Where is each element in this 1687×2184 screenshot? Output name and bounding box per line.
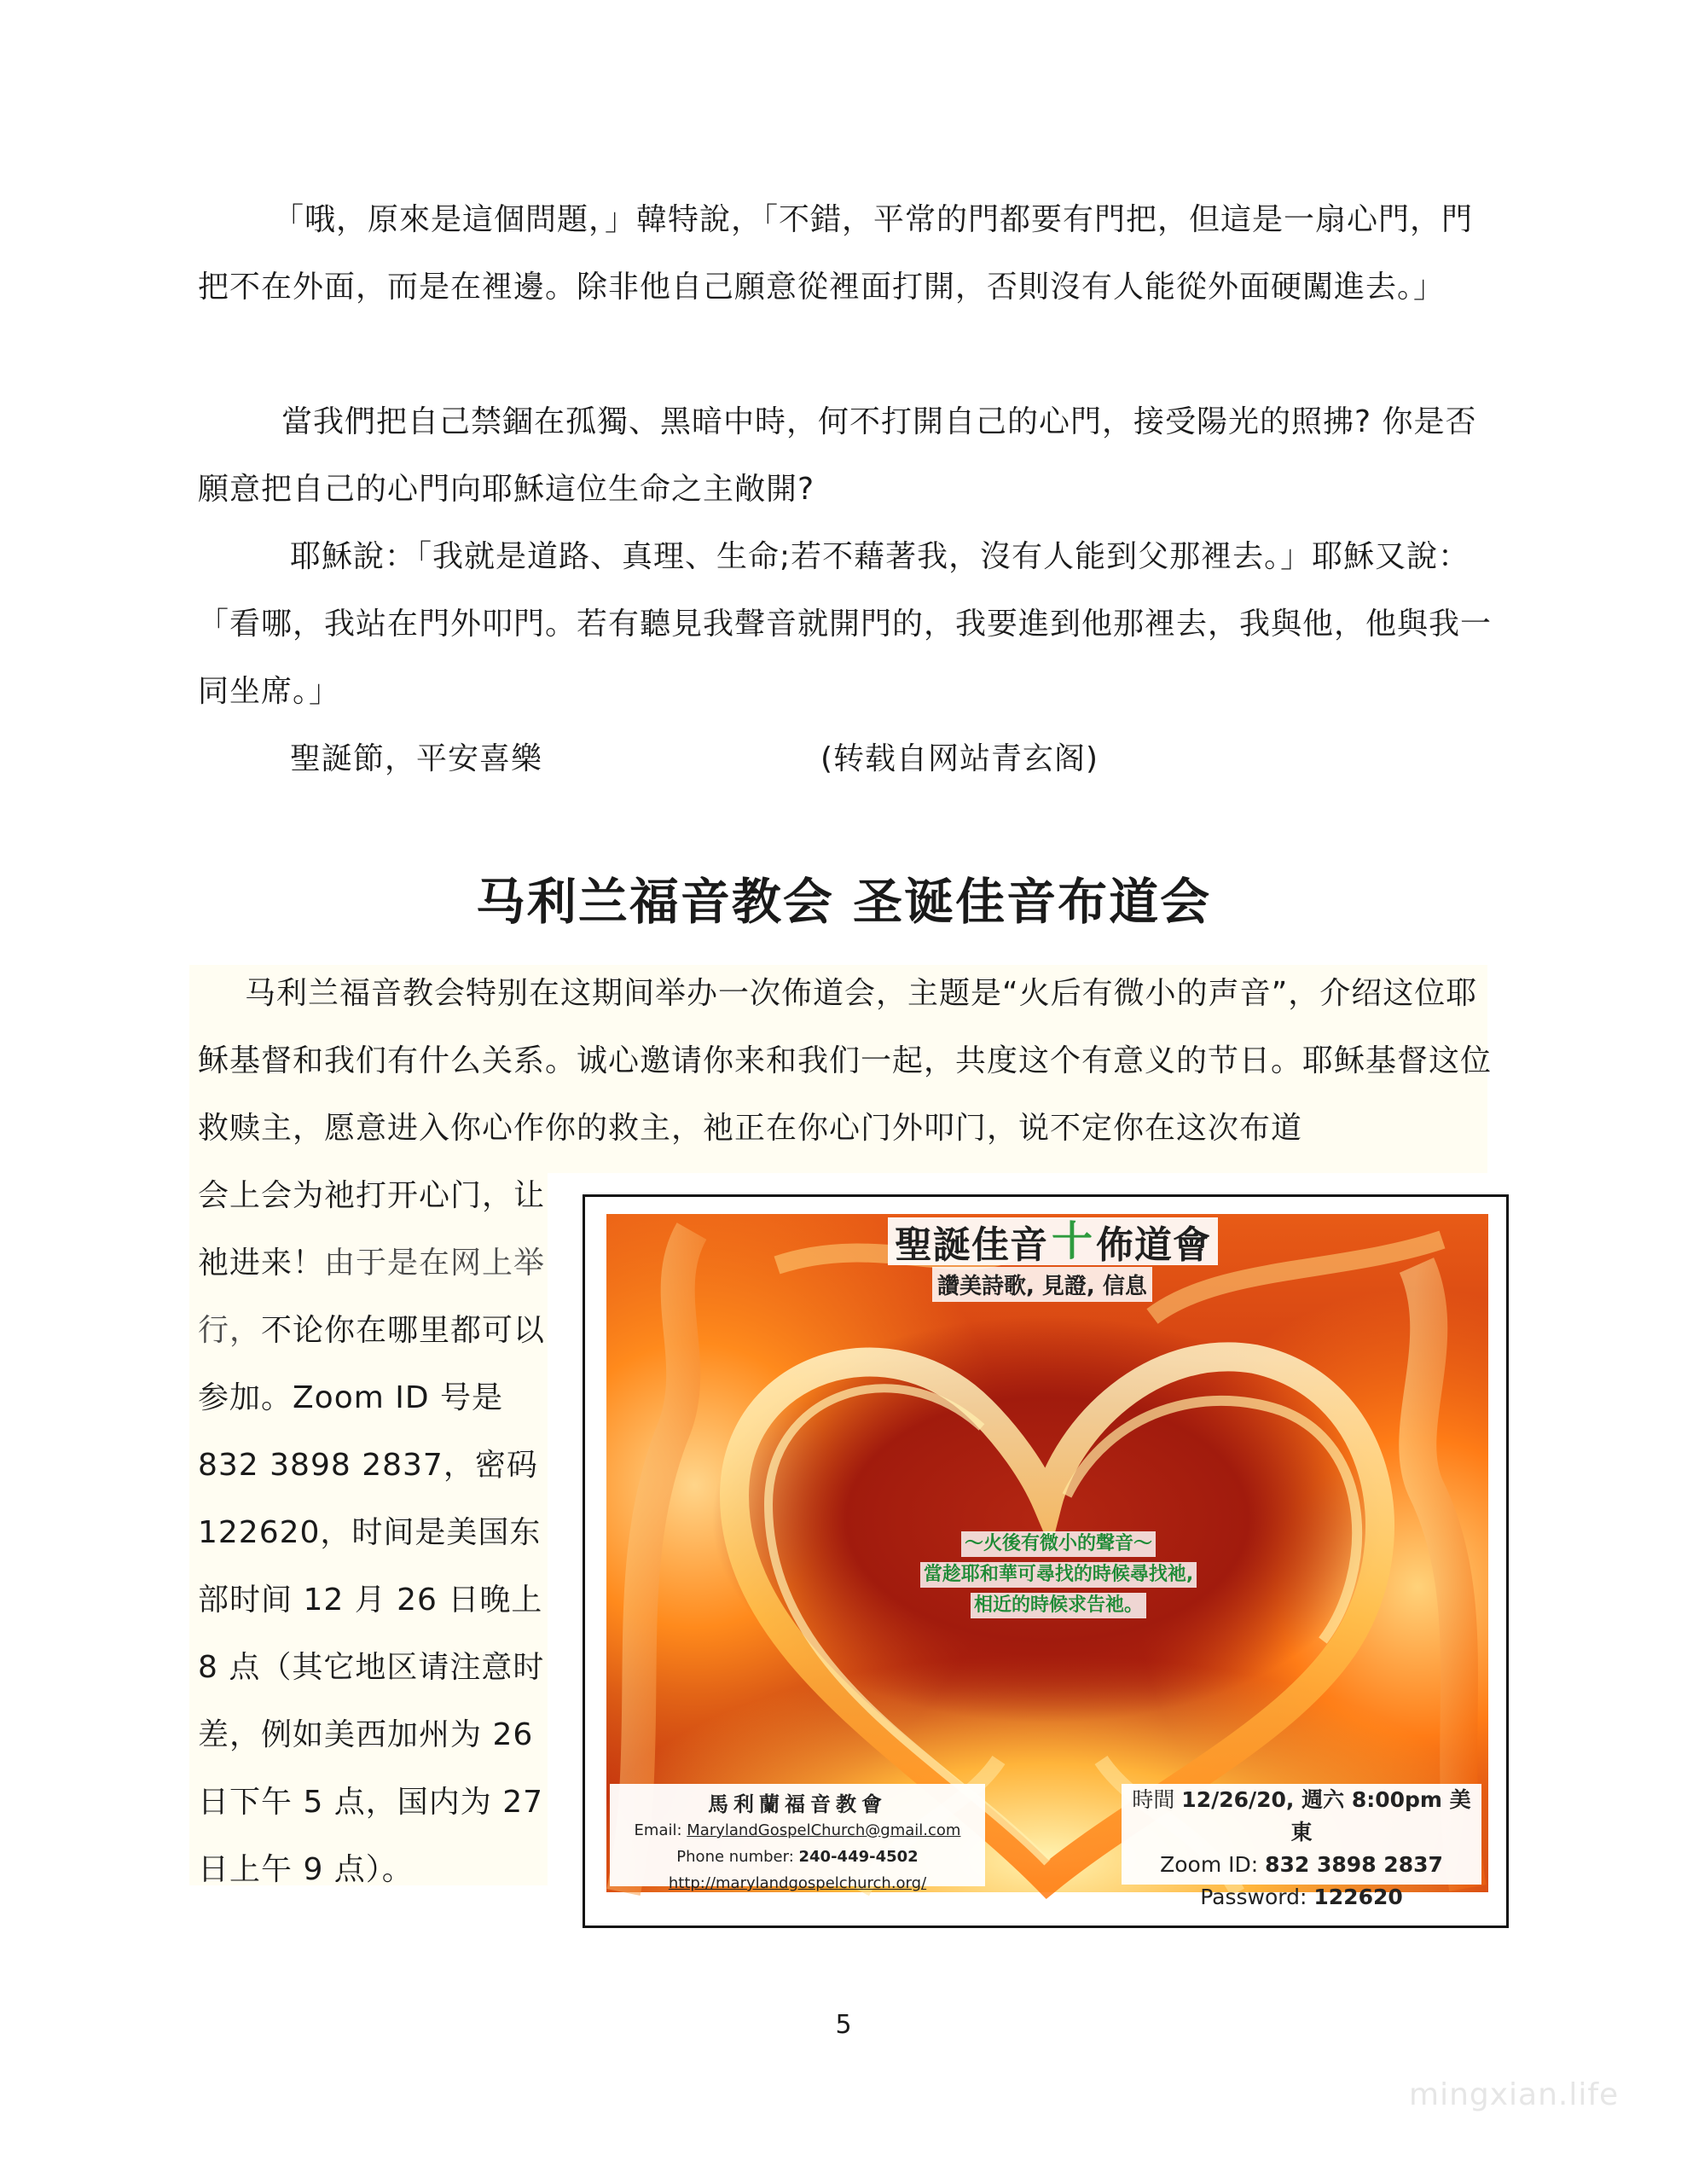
poster-zoom-line: [1122, 1849, 1481, 1881]
cross-icon: 十: [1052, 1217, 1093, 1265]
poster-meeting-info: [1122, 1784, 1481, 1909]
poster-password-line: [1122, 1881, 1481, 1914]
side-text-part-1: 会上会为祂打开心门，让祂进来！: [198, 1178, 546, 1281]
poster-verse-line-3: 相近的時候求告祂。: [971, 1593, 1146, 1618]
poster-password: 122620: [1313, 1885, 1403, 1909]
source-attribution: (转载自网站青玄阁): [820, 741, 1099, 776]
intro-paragraph: 马利兰福音教会特别在这期间举办一次佈道会，主题是“火后有微小的声音”，介绍这位耶稣基督和我们有什么关系。诚心邀请你来和我们一起，共度这个有意义的节日。耶稣基督这位救赎主，愿意进入你心作你的救主，祂正在你心门外叩门，说不定你在这次布道: [198, 976, 1493, 1146]
poster-phone-number: 240-449-4502: [798, 1848, 919, 1866]
poster-phone-line: [610, 1844, 985, 1870]
intro-block: [198, 960, 1494, 1162]
poster-verse: [896, 1531, 1220, 1623]
poster-email-line: [610, 1817, 985, 1844]
poster-time: 12/26/20, 週六 8:00pm 美東: [1181, 1787, 1471, 1844]
poster-title-box: [888, 1217, 1218, 1265]
poster-verse-line-2: 當趁耶和華可尋找的時候尋找祂,: [920, 1562, 1197, 1588]
story-paragraph-2: 當我們把自己禁錮在孤獨、黑暗中時，何不打開自己的心門，接受陽光的照拂? 你是否願意把自己的心門向耶穌這位生命之主敞開?: [198, 404, 1477, 507]
poster-church-name: 馬利蘭福音教會: [708, 1792, 887, 1816]
poster-zoom-id: 832 3898 2837: [1265, 1852, 1443, 1877]
poster-phone-label: Phone number:: [676, 1848, 799, 1866]
poster-church-info: [610, 1784, 985, 1892]
poster-time-line: [1122, 1784, 1481, 1849]
page-number: 5: [835, 2010, 852, 2040]
poster-website-link[interactable]: http://marylandgospelchurch.org/: [668, 1874, 927, 1892]
poster-subtitle-box: [932, 1267, 1152, 1302]
poster-zoom-label: Zoom ID:: [1160, 1852, 1266, 1877]
site-watermark: mingxian.life: [1409, 2077, 1620, 2112]
event-poster: [606, 1214, 1488, 1909]
poster-verse-line-1: ～火後有微小的聲音～: [961, 1531, 1156, 1557]
poster-title-left: 聖誕佳音: [895, 1223, 1048, 1267]
poster-email-link[interactable]: MarylandGospelChurch@gmail.com: [687, 1821, 961, 1839]
section-title: 马利兰福音教会 圣诞佳音布道会: [475, 873, 1212, 931]
poster-time-label: 時間: [1132, 1787, 1175, 1812]
side-text-part-3: 不论你在哪里都可以参加。Zoom ID 号是 832 3898 2837，密码 122620，时间是美国东部时间 12 月 26 日晚上 8 点（其它地区请注意时差，例如美西加州为 26 日下午 5 点，国内为 27 日上午 9 点）。: [198, 1313, 546, 1887]
side-paragraph: [198, 1162, 556, 1903]
event-poster-frame: [583, 1194, 1509, 1928]
story-paragraph-3: 耶穌說：「我就是道路、真理、生命;若不藉著我，沒有人能到父那裡去。」耶穌又說：「看哪，我站在門外叩門。若有聽見我聲音就開門的，我要進到他那裡去，我與他，他與我一同坐席。」: [198, 539, 1493, 709]
christmas-greeting: 聖誕節，平安喜樂: [290, 741, 543, 776]
poster-password-label: Password:: [1200, 1885, 1314, 1909]
poster-title-right: 佈道會: [1096, 1223, 1212, 1267]
poster-subtitle: 讚美詩歌, 見證, 信息: [937, 1274, 1147, 1299]
side-text-part-2: 由于是在网上举行，: [198, 1246, 546, 1348]
poster-email-label: Email:: [634, 1821, 687, 1839]
story-paragraph-1: 「哦，原來是這個問題，」韓特說，「不錯，平常的門都要有門把，但這是一扇心門，門把不在外面，而是在裡邊。除非他自己願意從裡面打開，否則沒有人能從外面硬闖進去。」: [198, 202, 1474, 305]
